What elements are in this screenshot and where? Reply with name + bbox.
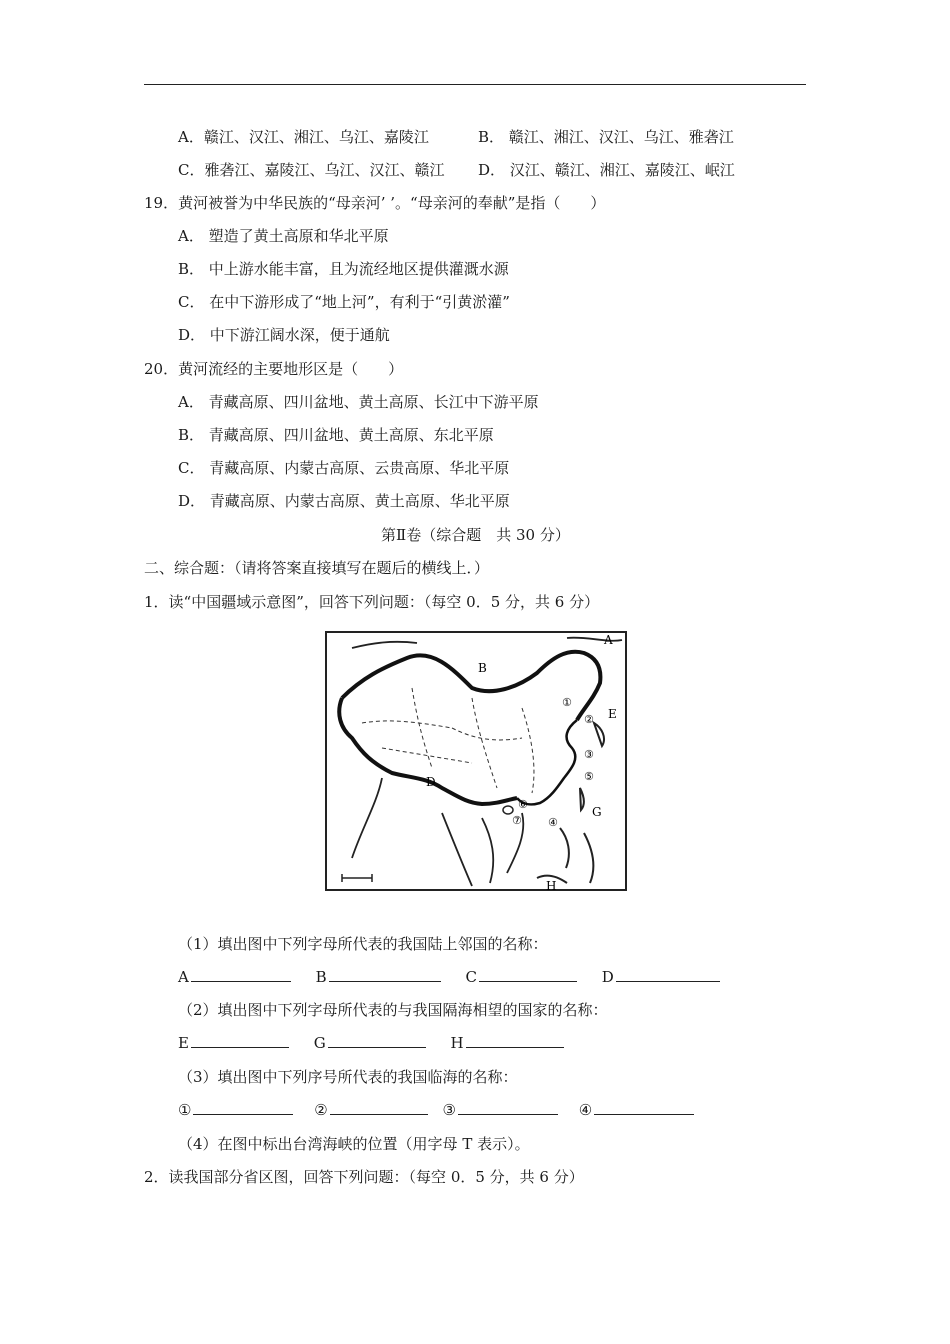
blank-label-G: G: [313, 1034, 326, 1052]
q20-option-a: A． 青藏高原、四川盆地、黄土高原、长江中下游平原: [178, 393, 539, 411]
answer-blank-3[interactable]: [458, 1100, 558, 1115]
blank-label-A: A: [178, 968, 189, 986]
map-label-6: ⑥: [518, 798, 528, 811]
answer-blank-A[interactable]: [191, 967, 291, 982]
blank-label-2: ②: [314, 1101, 328, 1119]
map-label-E: E: [608, 707, 617, 721]
section-heading: 第Ⅱ卷（综合题 共 30 分）: [381, 526, 570, 544]
answer-blank-H[interactable]: [466, 1033, 564, 1048]
q1-sub3-blanks: [178, 1100, 694, 1120]
map-label-G: G: [592, 805, 602, 819]
q19-option-c: C． 在中下游形成了“地上河”，有利于“引黄淤灌”: [178, 293, 510, 311]
q19-option-d: D． 中下游江阔水深，便于通航: [178, 326, 390, 344]
q18-option-d: D． 汉江、赣江、湘江、嘉陵江、岷江: [478, 161, 735, 179]
map-label-7: ⑦: [512, 814, 522, 827]
answer-blank-G[interactable]: [328, 1033, 426, 1048]
china-territory-map: [322, 628, 630, 894]
answer-blank-4[interactable]: [594, 1100, 694, 1115]
blank-label-1: ①: [178, 1101, 192, 1119]
q1-sub3: （3）填出图中下列序号所代表的我国临海的名称：: [178, 1068, 518, 1086]
blank-label-B: B: [315, 968, 327, 986]
map-label-2: ②: [584, 713, 594, 726]
blank-label-C: C: [465, 968, 477, 986]
blank-label-E: E: [178, 1034, 189, 1052]
q18-option-a: A．赣江、汉江、湘江、乌江、嘉陵江: [178, 128, 429, 146]
answer-blank-E[interactable]: [191, 1033, 289, 1048]
q20-option-d: D． 青藏高原、内蒙古高原、黄土高原、华北平原: [178, 492, 510, 510]
q1-sub1: （1）填出图中下列字母所代表的我国陆上邻国的名称：: [178, 935, 548, 953]
q1-sub4: （4）在图中标出台湾海峡的位置（用字母 T 表示）。: [178, 1135, 530, 1153]
q19-stem: 19．黄河被誉为中华民族的“母亲河’ ’。“母亲河的奉献”是指（ ）: [144, 194, 606, 212]
map-label-5: ⑤: [584, 770, 594, 783]
blank-label-4: ④: [578, 1101, 593, 1119]
q20-option-b: B． 青藏高原、四川盆地、黄土高原、东北平原: [178, 426, 494, 444]
blank-label-3: ③: [442, 1101, 456, 1119]
map-label-D: D: [426, 775, 436, 789]
answer-blank-C[interactable]: [479, 967, 577, 982]
q20-stem: 20．黄河流经的主要地形区是（ ）: [144, 360, 404, 378]
q18-option-b: B． 赣江、湘江、汉江、乌江、雅砻江: [478, 128, 734, 146]
q20-option-c: C． 青藏高原、内蒙古高原、云贵高原、华北平原: [178, 459, 510, 477]
q18-option-c: C．雅砻江、嘉陵江、乌江、汉江、赣江: [178, 161, 445, 179]
q1-sub2: （2）填出图中下列字母所代表的与我国隔海相望的国家的名称：: [178, 1001, 608, 1019]
q1-stem: 1．读“中国疆域示意图”，回答下列问题：（每空 0．5 分，共 6 分）: [144, 593, 600, 611]
blank-label-D: D: [601, 968, 614, 986]
q19-option-a: A． 塑造了黄土高原和华北平原: [178, 227, 389, 245]
header-rule: [144, 84, 806, 85]
map-label-3: ③: [584, 748, 594, 761]
map-label-4: ④: [548, 816, 558, 829]
answer-blank-D[interactable]: [616, 967, 720, 982]
q1-sub2-blanks: [178, 1033, 564, 1053]
q1-sub1-blanks: [178, 967, 720, 987]
q2-stem: 2．读我国部分省区图，回答下列问题：（每空 0．5 分，共 6 分）: [144, 1168, 584, 1186]
map-label-H: H: [546, 879, 557, 893]
map-label-1: ①: [562, 696, 572, 709]
answer-blank-B[interactable]: [329, 967, 441, 982]
answer-blank-2[interactable]: [330, 1100, 428, 1115]
map-label-B: B: [478, 661, 487, 675]
answer-blank-1[interactable]: [193, 1100, 293, 1115]
blank-label-H: H: [450, 1034, 464, 1052]
section-intro: 二、综合题：（请将答案直接填写在题后的横线上．）: [144, 559, 490, 577]
map-label-A: A: [604, 633, 613, 647]
q19-option-b: B． 中上游水能丰富，且为流经地区提供灌溉水源: [178, 260, 509, 278]
